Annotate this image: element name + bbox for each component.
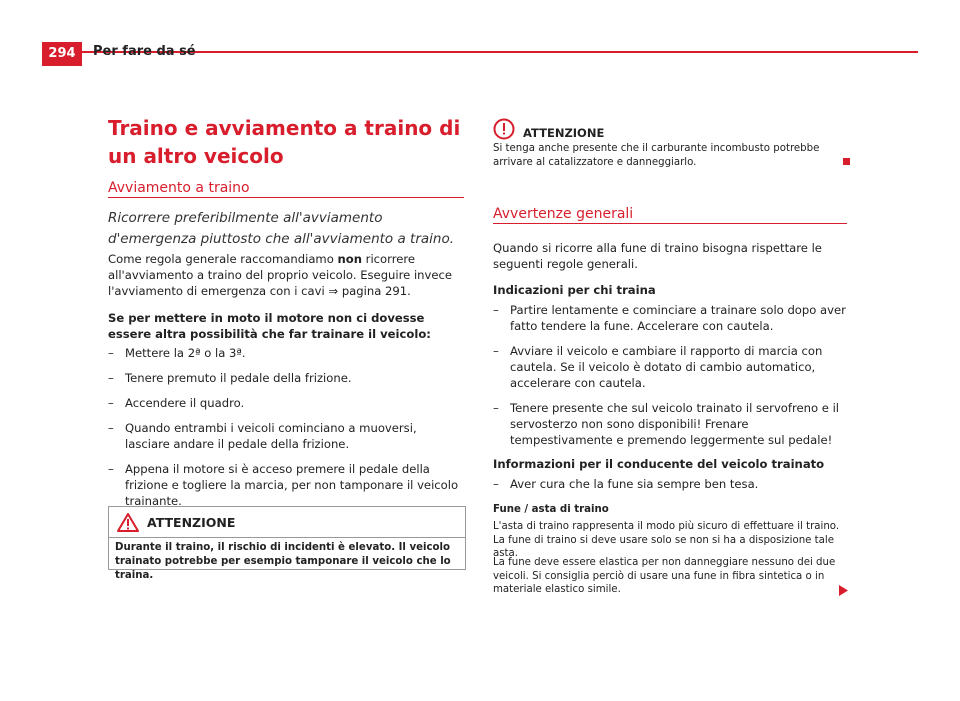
- rope-paragraph-2: La fune deve essere elastica per non danneggiare nessuno dei due veicoli. Si consiglia perciò di usare una fune in fibra sintetica o in materiale elastico simile.: [493, 557, 836, 595]
- section-rule: [108, 197, 464, 198]
- note-text: Si tenga anche presente che il carburante incombusto potrebbe arrivare al catalizzatore e danneggiarlo.: [493, 143, 820, 168]
- warning-box: [108, 506, 466, 581]
- page-number: 294: [42, 42, 82, 66]
- towing-list: [493, 302, 847, 448]
- list-item: – Mettere la 2ª o la 3ª.: [108, 346, 246, 360]
- section-rule: [493, 223, 847, 224]
- chapter-title: Traino e avviamento a traino di un altro veicolo: [108, 116, 461, 168]
- list-item: – Accendere il quadro.: [108, 396, 245, 410]
- general-intro: Quando si ricorre alla fune di traino bisogna rispettare le seguenti regole generali.: [493, 241, 822, 271]
- end-mark-icon: [843, 158, 850, 165]
- towed-list: [493, 476, 847, 492]
- steps-heading: Se per mettere in moto il motore non ci dovesse essere altra possibilità che far trainare il veicolo:: [108, 311, 431, 341]
- steps-list: [108, 345, 464, 509]
- continue-arrow-icon: [839, 585, 848, 596]
- list-item: – Appena il motore si è acceso premere il pedale della frizione e togliere la marcia, per non tamponare il veicolo trainante.: [108, 462, 459, 508]
- list-item: – Avviare il veicolo e cambiare il rapporto di marcia con cautela. Se il veicolo è dotato di cambio automatico, accelerare con cautela.: [493, 344, 823, 390]
- exclamation-circle-icon: [493, 118, 515, 140]
- warning-header: [109, 507, 465, 538]
- list-item: – Quando entrambi i veicoli cominciano a muoversi, lasciare andare il pedale della frizione.: [108, 421, 417, 451]
- body-paragraph: Come regola generale raccomandiamo non ricorrere all'avviamento a traino del proprio veicolo. Eseguire invece l'avviamento di emergenza con i cavi ⇒ pagina 291.: [108, 252, 453, 298]
- rope-paragraph-1: L'asta di traino rappresenta il modo più sicuro di effettuare il traino. La fune di traino si deve usare solo se non si ha a disposizione tale asta.: [493, 521, 840, 559]
- warning-text: Durante il traino, il rischio di incidenti è elevato. Il veicolo trainato potrebbe per esempio tamponare il veicolo che lo traina.: [115, 542, 451, 581]
- warning-triangle-icon: [117, 512, 139, 532]
- section-heading-general: Avvertenze generali: [493, 206, 634, 222]
- warning-title: ATTENZIONE: [147, 515, 236, 530]
- section-heading-towing-start: Avviamento a traino: [108, 180, 250, 196]
- running-title: Per fare da sé: [93, 44, 196, 59]
- rope-heading: Fune / asta di traino: [493, 504, 609, 515]
- towing-heading: Indicazioni per chi traina: [493, 283, 656, 297]
- intro-text: Ricorrere preferibilmente all'avviamento d'emergenza piuttosto che all'avviamento a traino.: [108, 210, 455, 247]
- list-item: – Aver cura che la fune sia sempre ben tesa.: [493, 477, 759, 491]
- list-item: – Tenere premuto il pedale della frizione.: [108, 371, 352, 385]
- note-title: ATTENZIONE: [523, 126, 605, 140]
- list-item: – Tenere presente che sul veicolo trainato il servofreno e il servosterzo non sono disponibili! Frenare tempestivamente e premendo leggermente sul pedale!: [493, 401, 840, 447]
- towed-heading: Informazioni per il conducente del veicolo trainato: [493, 457, 825, 471]
- list-item: – Partire lentamente e cominciare a trainare solo dopo aver fatto tendere la fune. Accelerare con cautela.: [493, 303, 846, 333]
